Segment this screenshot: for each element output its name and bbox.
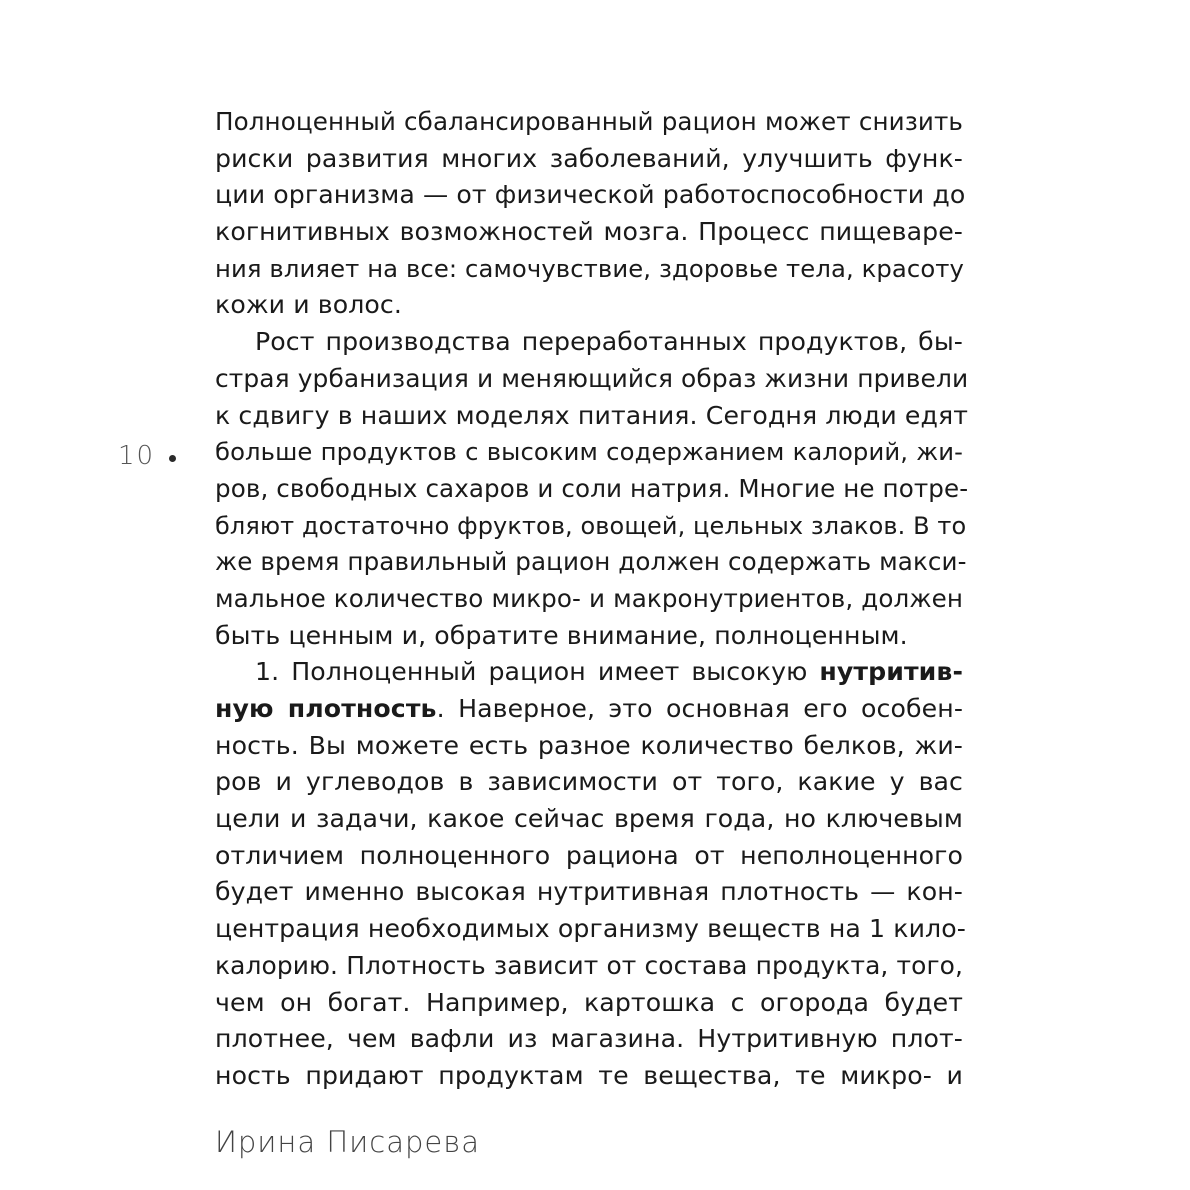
text-line: ность. Вы можете есть разное количество белков, жи-	[215, 730, 963, 760]
text-line: ции организма — от физической работоспособности до	[215, 180, 966, 210]
text-line: Полноценный сбалансированный рацион может снизить	[215, 107, 963, 136]
text-line: больше продуктов с высоким содержанием калорий, жи-	[215, 437, 963, 467]
text-line: будет именно высокая нутритивная плотность — кон-	[215, 877, 963, 907]
text-line: мальное количество микро- и макронутриентов, должен	[215, 583, 963, 613]
text-line: быть ценным и, обратите внимание, полноценным.	[215, 620, 908, 650]
page-number: 10	[118, 441, 156, 471]
text-line: бляют достаточно фруктов, овощей, цельных злаков. В то	[215, 511, 967, 540]
page-number-marker	[118, 441, 176, 471]
text-line: страя урбанизация и меняющийся образ жизни привели	[215, 363, 969, 393]
text-line: Рост производства переработанных продуктов, бы-	[255, 327, 963, 357]
text-line: плотнее, чем вафли из магазина. Нутритивную плот-	[215, 1024, 963, 1054]
text-line: цели и задачи, какое сейчас время года, но ключевым	[215, 804, 963, 834]
text-line: чем он богат. Например, картошка с огорода будет	[215, 987, 963, 1017]
text-line: к сдвигу в наших моделях питания. Сегодня люди едят	[215, 400, 969, 430]
text-line: калорию. Плотность зависит от состава продукта, того,	[215, 950, 963, 980]
text-line: отличием полноценного рациона от неполноценного	[215, 840, 963, 870]
bold-term: ную плотность	[215, 694, 437, 723]
text-segment: . Наверное, это основная его особен-	[436, 694, 964, 723]
bold-term: нутритив-	[819, 657, 963, 687]
text-line: риски развития многих заболеваний, улучшить функ-	[215, 143, 963, 173]
text-line: центрация необходимых организму веществ на 1 кило-	[215, 914, 966, 944]
text-line: ния влияет на все: самочувствие, здоровье тела, красоту	[215, 253, 965, 283]
text-line: ность придают продуктам те вещества, те микро- и	[215, 1060, 963, 1090]
body-text	[215, 104, 969, 1095]
text-line: кожи и волос.	[215, 290, 402, 320]
text-line: ров, свободных сахаров и соли натрия. Многие не потре-	[215, 473, 969, 503]
page-number-bullet-icon	[169, 455, 176, 462]
text-line: когнитивных возможностей мозга. Процесс пищеваре-	[215, 217, 963, 247]
text-line	[215, 654, 963, 691]
text-line: же время правильный рацион должен содержать макси-	[215, 547, 967, 577]
text-segment: 1. Полноценный рацион имеет высокую	[255, 657, 820, 687]
text-line	[215, 691, 963, 728]
running-footer-author: Ирина Писарева	[215, 1125, 480, 1159]
text-line: ров и углеводов в зависимости от того, какие у вас	[215, 767, 963, 797]
